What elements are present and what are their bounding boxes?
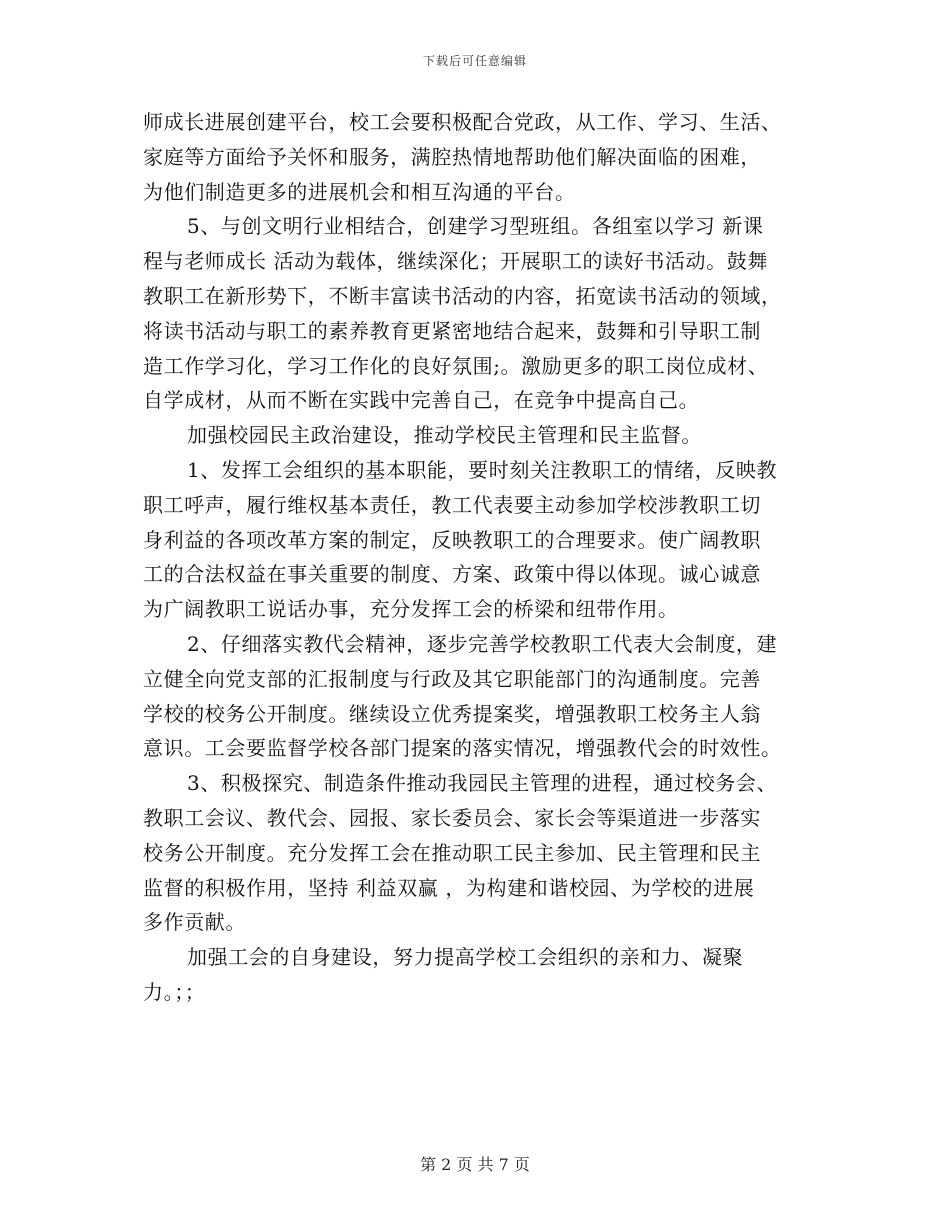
text-line: 学校的校务公开制度。继续设立优秀提案奖，增强教职工校务主人翁 [143,701,761,726]
document-body [143,105,813,1010]
text-line: 2、仔细落实教代会精神，逐步完善学校教职工代表大会制度，建 [187,631,778,656]
page-number-footer: 第 2 页 共 7 页 [420,1155,530,1174]
text-line: 程与老师成长 活动为载体，继续深化；开展职工的读好书活动。鼓舞 [143,249,768,274]
text-line: 教职工会议、教代会、园报、家长委员会、家长会等渠道进一步落实 [143,805,761,830]
text-line: 监督的积极作用，坚持 利益双赢 ，为构建和谐校园、为学校的进展 [143,875,755,900]
text-line: 为他们制造更多的进展机会和相互沟通的平台。 [143,179,576,204]
text-line: 1、发挥工会组织的基本职能，要时刻关注教职工的情绪，反映教 [187,457,778,482]
text-line: 力。；； [143,979,206,1004]
text-line: 造工作学习化，学习工作化的良好氛围;。激励更多的职工岗位成材、 [143,353,769,378]
text-line: 立健全向党支部的汇报制度与行政及其它职能部门的沟通制度。完善 [143,666,761,691]
text-line: 加强工会的自身建设，努力提高学校工会组织的亲和力、凝聚 [187,945,744,970]
text-line: 教职工在新形势下，不断丰富读书活动的内容，拓宽读书活动的领域， [143,283,782,308]
text-line: 工的合法权益在事关重要的制度、方案、政策中得以体现。诚心诚意 [143,562,761,587]
text-line: 师成长进展创建平台，校工会要积极配合党政，从工作、学习、生活、 [143,110,782,134]
text-line: 家庭等方面给予关怀和服务，满腔热情地帮助他们解决面临的困难， [143,144,761,169]
text-line: 职工呼声，履行维权基本责任，教工代表要主动参加学校涉教职工切 [143,492,761,517]
text-line: 多作贡献。 [143,910,246,935]
text-line: 3、积极探究、制造条件推动我园民主管理的进程，通过校务会、 [187,771,778,796]
text-line: 加强校园民主政治建设，推动学校民主管理和民主监督。 [187,423,702,448]
text-line: 5、与创文明行业相结合，创建学习型班组。各组室以学习 新课 [187,214,764,239]
page-header: 下载后可任意编辑 [422,54,527,68]
text-line: 意识。工会要监督学校各部门提案的落实情况，增强教代会的时效性。 [143,736,782,761]
text-line: 身利益的各项改革方案的制定，反映教职工的合理要求。使广阔教职 [143,527,761,552]
text-line: 自学成材，从而不断在实践中完善自己，在竞争中提高自己。 [143,388,700,413]
text-line: 为广阔教职工说话办事，充分发挥工会的桥梁和纽带作用。 [143,597,679,622]
text-line: 将读书活动与职工的素养教育更紧密地结合起来，鼓舞和引导职工制 [143,318,761,343]
text-line: 校务公开制度。充分发挥工会在推动职工民主参加、民主管理和民主 [143,840,761,865]
